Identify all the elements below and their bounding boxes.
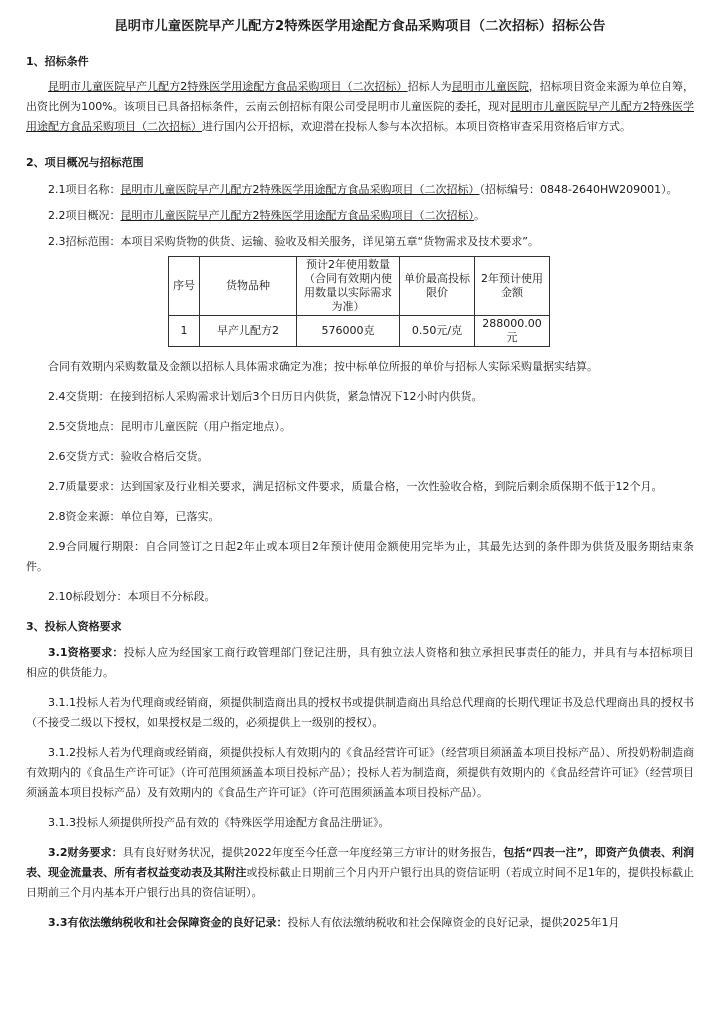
after-table-note: 合同有效期内采购数量及金额以招标人具体需求确定为准；按中标单位所报的单价与招标人实际采购量据实结算。 (48, 360, 598, 373)
project-overview-link: 昆明市儿童医院早产儿配方2特殊医学用途配方食品采购项目（二次招标） (120, 209, 474, 222)
item-2-5: 2.5交货地点：昆明市儿童医院（用户指定地点）。 (48, 420, 291, 433)
text-span: （招标编号：0848-2640HW209001）。 (479, 183, 678, 196)
item-2-10: 2.10标段划分：本项目不分标段。 (48, 590, 216, 603)
item-2-3: 2.3招标范围：本项目采购货物的供货、运输、验收及相关服务，详见第五章“货物需求及技术要求”。 (48, 235, 539, 248)
item-3-2 (26, 843, 694, 903)
table-cell: 早产儿配方2 (200, 316, 297, 347)
text-span: 或投标截止日期前三个月内开户银行出具的资信证明（若成立时间不足1年的，提供投标截止日期前三个月内基本开户银行出具的资信证明）。 (26, 866, 695, 899)
table-header-row (169, 257, 550, 316)
text-span: 。 (474, 209, 485, 222)
page-title: 昆明市儿童医院早产儿配方2特殊医学用途配方食品采购项目（二次招标）招标公告 (114, 19, 606, 34)
item-3-1 (26, 643, 694, 683)
table-cell: 576000克 (297, 316, 400, 347)
item-2-1 (26, 180, 694, 200)
project-name-link: 昆明市儿童医院早产儿配方2特殊医学用途配方食品采购项目（二次招标） (120, 183, 480, 196)
text-span: 投标人有依法缴纳税收和社会保障资金的良好记录，提供2025年1月 (287, 916, 620, 929)
item-2-4: 2.4交货期：在接到招标人采购需求计划后3个日历日内供货，紧急情况下12小时内供货。 (48, 390, 483, 403)
section-1-paragraph (26, 77, 694, 137)
text-span: ，招标项目资金来源为单位自筹，出资比例为100%。该项目已具备招标条件，云南云创招标有限公司受昆明市儿童医院的委托，现对 (26, 80, 695, 113)
item-2-8: 2.8资金来源：单位自筹，已落实。 (48, 510, 220, 523)
text-span: 进行国内公开招标，欢迎潜在投标人参与本次招标。本项目资格审查采用资格后审方式。 (202, 120, 631, 133)
table-row (169, 316, 550, 347)
label: 3.3有依法缴纳税收和社会保障资金的良好记录： (48, 916, 288, 929)
item-2-9: 2.9合同履行期限：自合同签订之日起2年止或本项目2年预计使用金额使用完毕为止，其最先达到的条件即为供货及服务期结束条件。 (26, 540, 694, 573)
label: 2.2项目概况： (48, 209, 121, 222)
table-cell: 1 (169, 316, 200, 347)
text-span: 投标人应为经国家工商行政管理部门登记注册，具有独立法人资格和独立承担民事责任的能力，并具有与本招标项目相应的供货能力。 (26, 646, 694, 679)
goods-table (168, 256, 550, 347)
item-3-1-1: 3.1.1投标人若为代理商或经销商，须提供制造商出具的授权书或提供制造商出具给总代理商的长期代理证书及总代理商出具的授权书（不接受二级以下授权，如果授权是二级的，必须提供上一级别的授权）。 (26, 696, 694, 729)
tenderer-name: 昆明市儿童医院 (451, 80, 529, 93)
text-span: 具有良好财务状况，提供2022年度至今任意一年度经第三方审计的财务报告， (122, 846, 504, 859)
item-2-6: 2.6交货方式：验收合格后交货。 (48, 450, 209, 463)
item-2-7: 2.7质量要求：达到国家及行业相关要求，满足招标文件要求，质量合格，一次性验收合格，到院后剩余质保期不低于12个月。 (48, 480, 663, 493)
text-span: 招标人为 (407, 80, 452, 93)
item-2-2 (26, 206, 694, 226)
bold-text: 包括“四表一注”，即资产负债表、利润表、现金流量表、所有者权益变动表及其附注 (26, 846, 694, 879)
item-3-1-2: 3.1.2投标人若为代理商或经销商，须提供投标人有效期内的《食品经营许可证》（经营项目须涵盖本项目投标产品）、所投奶粉制造商有效期内的《食品生产许可证》（许可范围须涵盖本项目投标产品）；投标人若为制造商，须提供有效期内的《食品经营许可证》（经营项目须涵盖本项目投标产品）及有效期内的《食品生产许可证》（许可范围须涵盖本项目投标产品）。 (26, 746, 694, 799)
table-header: 2年预计使用金额 (475, 257, 550, 316)
label: 3.2财务要求： (48, 846, 123, 859)
table-cell: 288000.00元 (475, 316, 550, 347)
label: 3.1资格要求： (48, 646, 124, 659)
project-name-link: 昆明市儿童医院早产儿配方2特殊医学用途配方食品采购项目（二次招标） (48, 80, 408, 93)
section-1-heading: 1、招标条件 (26, 55, 89, 68)
project-name-link: 昆明市儿童医院早产儿配方2特殊医学用途配方食品采购项目（二次招标） (26, 100, 694, 133)
section-2-heading: 2、项目概况与招标范围 (26, 156, 144, 169)
table-cell: 0.50元/克 (400, 316, 475, 347)
table-header: 序号 (169, 257, 200, 316)
item-3-3 (26, 913, 694, 933)
label: 2.1项目名称： (48, 183, 121, 196)
section-3-heading: 3、投标人资格要求 (26, 620, 122, 633)
table-header: 预计2年使用数量（合同有效期内使用数量以实际需求为准） (297, 257, 400, 316)
item-3-1-3: 3.1.3投标人须提供所投产品有效的《特殊医学用途配方食品注册证》。 (48, 816, 390, 829)
table-header: 单价最高投标限价 (400, 257, 475, 316)
table-header: 货物品种 (200, 257, 297, 316)
